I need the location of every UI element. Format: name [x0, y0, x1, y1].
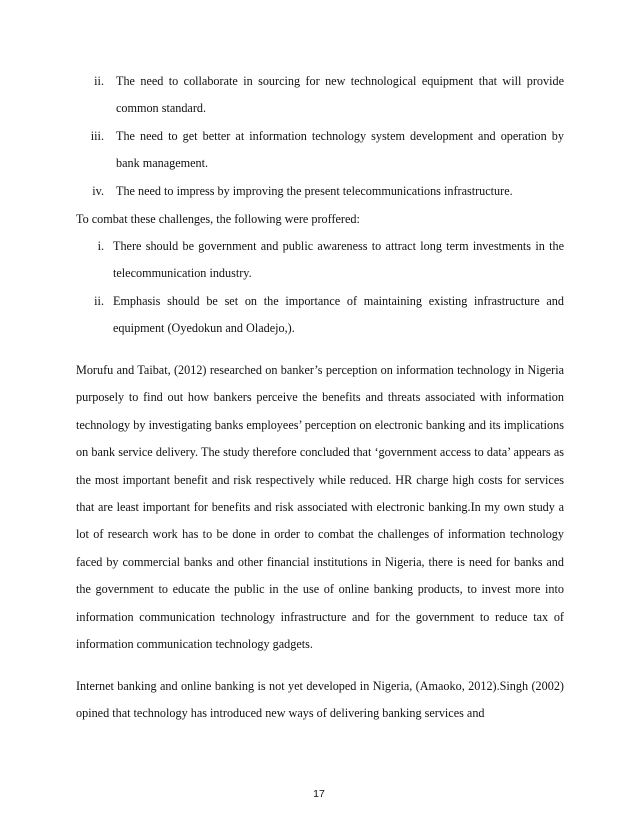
list-marker: iv.	[92, 184, 104, 198]
list-item-text: The need to collaborate in sourcing for new technological equipment that will provide common standard.	[116, 74, 564, 116]
list-item-text: Emphasis should be set on the importance of maintaining existing infrastructure and equipment (Oyedokun and Oladejo,).	[113, 294, 564, 336]
list-marker: i.	[97, 239, 104, 253]
page-number: 17	[313, 788, 325, 800]
list-marker: ii.	[94, 294, 104, 308]
list-marker: ii.	[94, 74, 104, 88]
list-item-text: The need to impress by improving the present telecommunications infrastructure.	[116, 184, 513, 198]
list-marker: iii.	[90, 129, 104, 143]
body-paragraph-1: Morufu and Taibat, (2012) researched on banker’s perception on information technology in Nigeria purposely to find out how bankers perceive the benefits and threats associated with information technology by investigating banks employees’ perception on electronic banking and its implications on bank service delivery. The study therefore concluded that ‘government access to data’ appears as the most important benefit and risk respectively while reduced. HR charge high costs for services that are least important for benefits and risk associated with electronic banking.In my own study a lot of research work has to be done in order to combat the challenges of information technology faced by commercial banks and other financial institutions in Nigeria, there is need for banks and the government to educate the public in the use of online banking products, to invest more into information communication technology infrastructure and for the government to reduce tax of information communication technology gadgets.	[76, 363, 564, 652]
body-paragraph-2: Internet banking and online banking is not yet developed in Nigeria, (Amaoko, 2012).Singh (2002) opined that technology has introduced new ways of delivering banking services and	[76, 679, 564, 721]
list-item-text: There should be government and public awareness to attract long term investments in the telecommunication industry.	[113, 239, 564, 281]
intro-line: To combat these challenges, the following were proffered:	[76, 212, 360, 226]
list-item-text: The need to get better at information technology system development and operation by bank management.	[116, 129, 564, 171]
